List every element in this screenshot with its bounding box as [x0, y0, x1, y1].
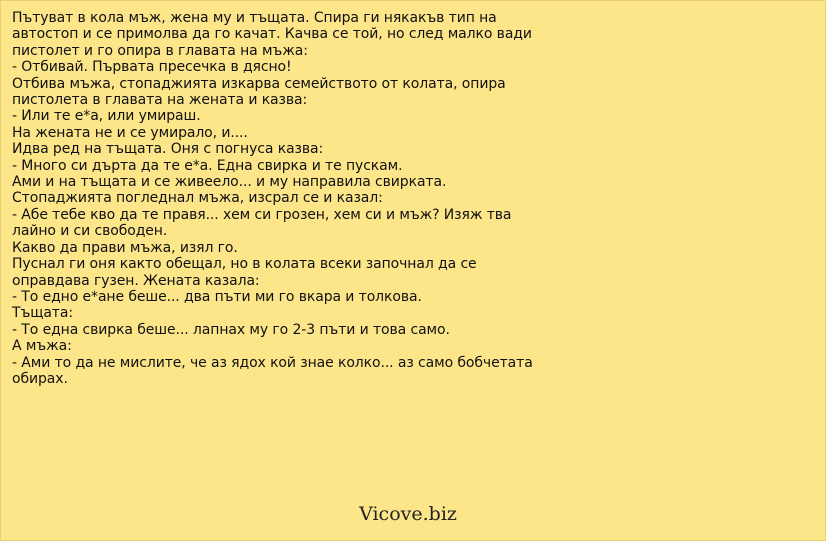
joke-line: оправдава гузен. Жената казала:: [12, 272, 260, 289]
joke-line: - То едно е*ане беше... два пъти ми го вкара и толкова.: [12, 288, 422, 305]
joke-line: - Много си дърта да те е*а. Една свирка и те пускам.: [12, 157, 403, 174]
joke-line: автостоп и се примолва да го качат. Качва се той, но след малко вади: [12, 26, 532, 43]
joke-line: Идва ред на тъщата. Оня с погнуса казва:: [12, 141, 324, 158]
joke-line: Какво да прави мъжа, изял го.: [12, 239, 238, 256]
site-watermark: Vicove.biz: [359, 503, 457, 525]
joke-line: А мъжа:: [12, 338, 72, 355]
joke-line: Пуснал ги оня както обещал, но в колата всеки започнал да се: [12, 256, 477, 273]
joke-line: - Абе тебе кво да те правя... хем си грозен, хем си и мъж? Изяж тва: [12, 206, 512, 223]
joke-line: лайно и си свободен.: [12, 223, 168, 240]
joke-line: - Отбивай. Първата пресечка в дясно!: [12, 59, 292, 76]
joke-line: Стопаджията погледнал мъжа, изсрал се и казал:: [12, 190, 383, 207]
joke-line: - Или те е*а, или умираш.: [12, 108, 201, 125]
joke-line: пистолета в главата на жената и казва:: [12, 92, 308, 109]
joke-line: Тъщата:: [12, 305, 73, 322]
joke-line: Ами и на тъщата и се живеело... и му направила свирката.: [12, 174, 447, 191]
joke-line: На жената не и се умирало, и....: [12, 124, 248, 141]
joke-line: - Ами то да не мислите, че аз ядох кой знае колко... аз само бобчетата: [12, 354, 533, 371]
joke-line: - То една свирка беше... лапнах му го 2-3 пъти и това само.: [12, 321, 450, 338]
joke-line: пистолет и го опира в главата на мъжа:: [12, 42, 308, 59]
joke-line: обирах.: [12, 370, 68, 387]
joke-line: Отбива мъжа, стопаджията изкарва семейството от колата, опира: [12, 75, 506, 92]
joke-text: [12, 10, 612, 387]
joke-line: Пътуват в кола мъж, жена му и тъщата. Спира ги някакъв тип на: [12, 10, 497, 26]
